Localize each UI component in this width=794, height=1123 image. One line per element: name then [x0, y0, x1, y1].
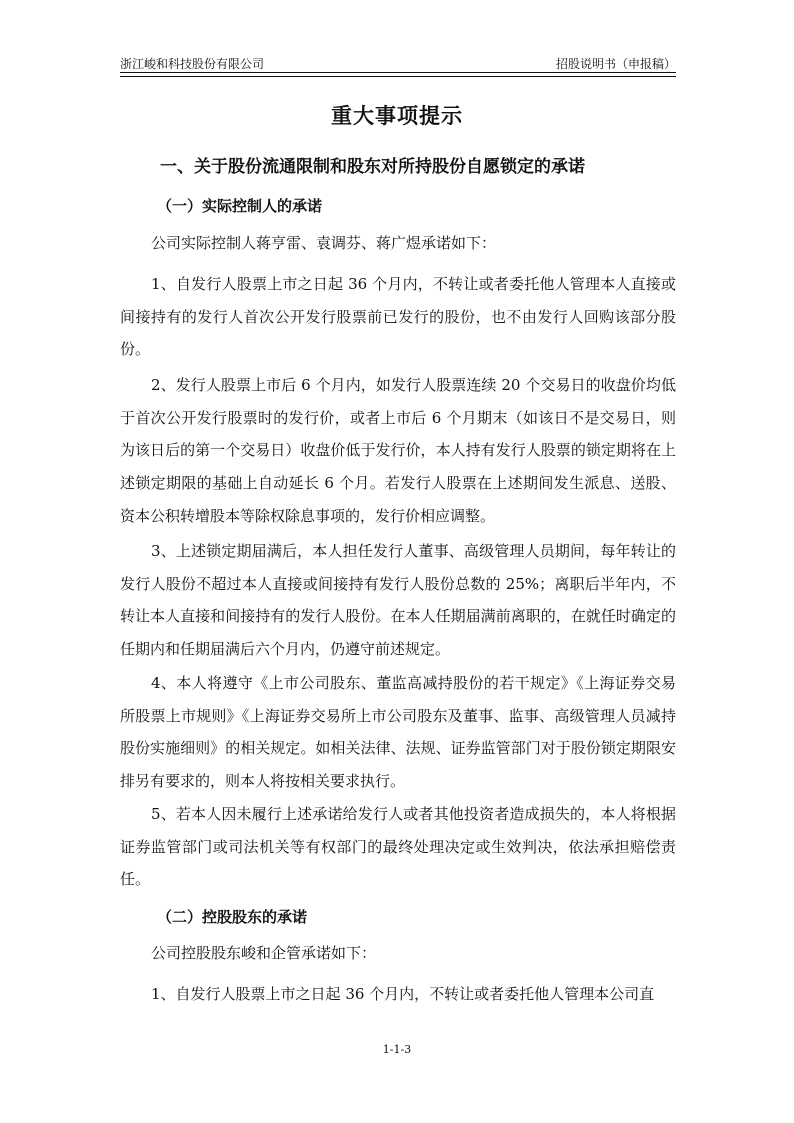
- page-number: 1-1-3: [382, 1043, 412, 1056]
- paragraph-item-5: 5、若本人因未履行上述承诺给发行人或者其他投资者造成损失的，本人将根据证券监管部门或司法机关等有权部门的最终处理决定或生效判决，依法承担赔偿责任。: [120, 805, 676, 889]
- paragraph-shareholder-item-1: 1、自发行人股票上市之日起 36 个月内，不转让或者委托他人管理本公司直: [151, 985, 655, 1003]
- header-doc-type: 招股说明书（申报稿）: [555, 57, 676, 71]
- subsection-heading-shareholder: （二）控股股东的承诺: [157, 908, 308, 926]
- paragraph-item-3: 3、上述锁定期届满后，本人担任发行人董事、高级管理人员期间，每年转让的发行人股份不超过本人直接或间接持有发行人股份总数的 25%；离职后半年内，不转让本人直接和间接持有的发行人股份。在本人任期届满前离职的，在就任时确定的任期内和任期届满后六个月内，仍遵守前述规定。: [120, 542, 676, 659]
- page-title: 重大事项提示: [331, 104, 463, 128]
- paragraph-item-2: 2、发行人股票上市后 6 个月内，如发行人股票连续 20 个交易日的收盘价均低于首次公开发行股票时的发行价，或者上市后 6 个月期末（如该日不是交易日，则为该日后的第一个交易日）收盘价低于发行价，本人持有发行人股票的锁定期将在上述锁定期限的基础上自动延长 6 个月。若发行人股票在上述期间发生派息、送股、资本公积转增股本等除权除息事项的，发行价相应调整。: [120, 376, 676, 525]
- paragraph-intro-controller: 公司实际控制人蒋亨雷、袁调芬、蒋广煜承诺如下：: [151, 234, 497, 252]
- paragraph-item-4: 4、本人将遵守《上市公司股东、董监高减持股份的若干规定》《上海证券交易所股票上市规则》《上海证券交易所上市公司股东及董事、监事、高级管理人员减持股份实施细则》的相关规定。如相关法律、法规、证券监管部门对于股份锁定期限安排另有要求的，则本人将按相关要求执行。: [120, 674, 676, 791]
- subsection-heading-controller: （一）实际控制人的承诺: [157, 197, 323, 215]
- paragraph-intro-shareholder: 公司控股股东峻和企管承诺如下：: [151, 944, 377, 962]
- header-rule-thin: [120, 76, 676, 77]
- page-header: [120, 55, 676, 73]
- paragraph-item-1: 1、自发行人股票上市之日起 36 个月内，不转让或者委托他人管理本人直接或间接持有的发行人首次公开发行股票前已发行的股份，也不由发行人回购该部分股份。: [120, 275, 676, 359]
- section-heading: 一、关于股份流通限制和股东对所持股份自愿锁定的承诺: [160, 157, 585, 177]
- header-rule-thick: [120, 72, 676, 73]
- header-company: 浙江峻和科技股份有限公司: [120, 57, 265, 71]
